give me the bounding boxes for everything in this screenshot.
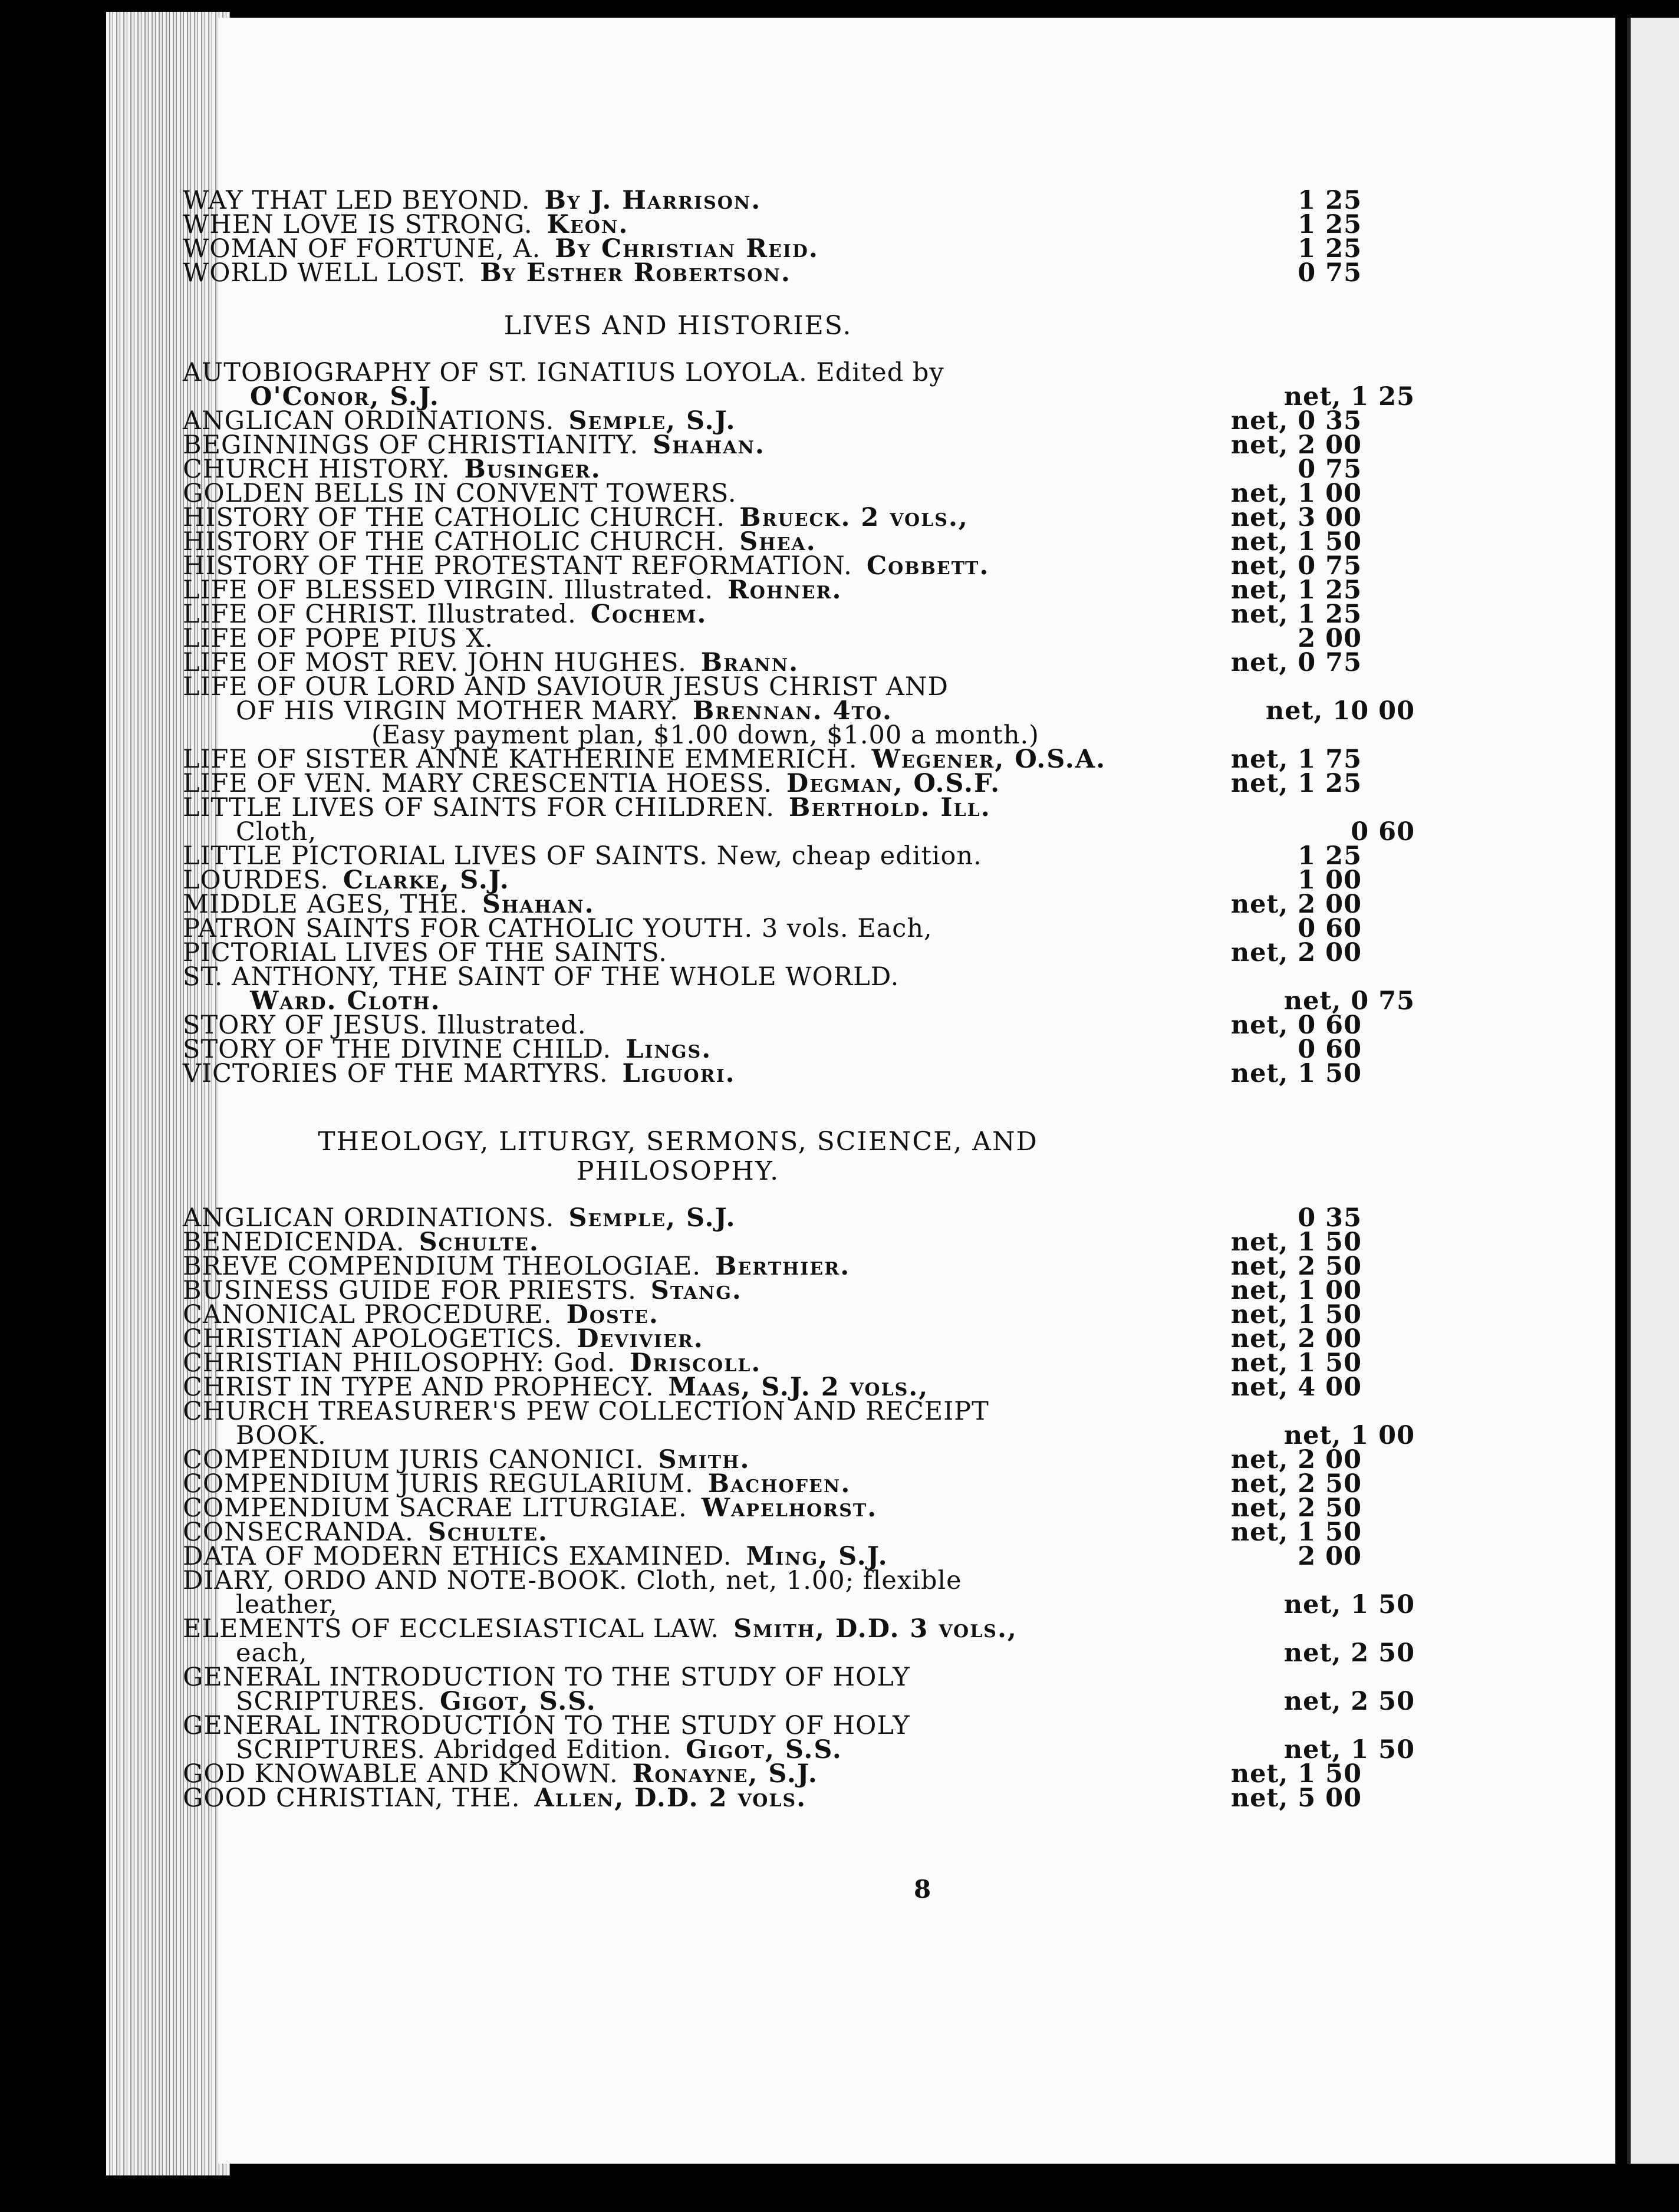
entry-price: 1 25 bbox=[1298, 186, 1362, 215]
entry-author: Berthier. bbox=[715, 1252, 851, 1281]
entry-title: LIFE OF CHRIST. Illustrated. bbox=[183, 600, 577, 629]
entry-author: Businger. bbox=[464, 455, 601, 484]
theology-heading bbox=[183, 1127, 1173, 1186]
catalog-entry bbox=[183, 406, 1362, 436]
catalog-entry bbox=[183, 1783, 1362, 1813]
entry-price: net, 0 75 bbox=[1230, 551, 1362, 581]
entry-price: net, 2 50 bbox=[1283, 1638, 1415, 1668]
entry-author: Wapelhorst. bbox=[701, 1493, 878, 1523]
entry-title: ELEMENTS OF ECCLESIASTICAL LAW. bbox=[183, 1614, 720, 1644]
catalog-entry bbox=[183, 914, 1362, 943]
entry-price: net, 2 50 bbox=[1230, 1252, 1362, 1281]
entry-price: net, 2 00 bbox=[1230, 890, 1362, 919]
catalog-entry bbox=[183, 430, 1362, 460]
catalog-entry bbox=[183, 1035, 1362, 1064]
catalog-column bbox=[183, 186, 1415, 1813]
top-entries bbox=[183, 186, 1362, 288]
theology-heading-line-2: PHILOSOPHY. bbox=[576, 1156, 780, 1186]
entry-price: net, 0 75 bbox=[1230, 648, 1362, 677]
entry-price: net, 1 50 bbox=[1230, 1300, 1362, 1329]
catalog-entry bbox=[183, 1397, 1362, 1426]
lives-entries bbox=[183, 358, 1415, 1088]
entry-author: Keon. bbox=[547, 210, 629, 239]
entry-title: PICTORIAL LIVES OF THE SAINTS. bbox=[183, 938, 667, 967]
entry-price: 0 60 bbox=[1298, 914, 1362, 943]
entry-title: LIFE OF OUR LORD AND SAVIOUR JESUS CHRIST AND bbox=[183, 672, 949, 702]
entry-price: net, 1 25 bbox=[1283, 382, 1415, 412]
entry-author: Cobbett. bbox=[866, 551, 990, 581]
entry-author: Shahan. bbox=[482, 890, 595, 919]
entry-title: LIFE OF POPE PIUS X. bbox=[183, 624, 493, 653]
entry-title: COMPENDIUM SACRAE LITURGIAE. bbox=[183, 1493, 687, 1523]
theology-entries bbox=[183, 1203, 1415, 1813]
entry-title: CHURCH TREASURER'S PEW COLLECTION AND RECEIPT bbox=[183, 1397, 989, 1426]
entry-author: O'Conor, S.J. bbox=[250, 382, 440, 412]
entry-price: net, 1 50 bbox=[1230, 527, 1362, 557]
entry-author: Stang. bbox=[650, 1276, 742, 1305]
catalog-entry bbox=[183, 648, 1362, 677]
entry-author: Rohner. bbox=[727, 575, 842, 605]
catalog-entry bbox=[183, 1542, 1362, 1571]
entry-title: CHRISTIAN PHILOSOPHY: God. bbox=[183, 1348, 616, 1378]
catalog-entry bbox=[183, 527, 1362, 557]
entry-author: Maas, S.J. 2 vols., bbox=[668, 1372, 929, 1402]
entry-title: (Easy payment plan, $1.00 down, $1.00 a month.) bbox=[371, 720, 1039, 750]
entry-title: MIDDLE AGES, THE. bbox=[183, 890, 468, 919]
page-number: 8 bbox=[914, 1875, 931, 1904]
catalog-entry bbox=[183, 1203, 1362, 1233]
entry-title: COMPENDIUM JURIS CANONICI. bbox=[183, 1445, 644, 1474]
entry-author: Gigot, S.S. bbox=[439, 1687, 597, 1716]
entry-author: Schulte. bbox=[427, 1518, 549, 1547]
catalog-entry bbox=[183, 1520, 1362, 1545]
entry-title: BENEDICENDA. bbox=[183, 1227, 405, 1257]
entry-author: Driscoll. bbox=[630, 1348, 762, 1378]
catalog-entry bbox=[183, 1276, 1362, 1305]
entry-price: net, 1 50 bbox=[1283, 1590, 1415, 1620]
catalog-entry bbox=[183, 1665, 1362, 1690]
catalog-entry bbox=[183, 1735, 1415, 1765]
catalog-entry bbox=[183, 624, 1362, 653]
catalog-entry bbox=[183, 575, 1362, 605]
entry-price: net, 0 60 bbox=[1230, 1010, 1362, 1040]
entry-author: By J. Harrison. bbox=[544, 186, 762, 215]
entry-price: net, 1 25 bbox=[1230, 575, 1362, 605]
catalog-entry bbox=[183, 382, 1415, 412]
entry-author: Shea. bbox=[739, 527, 817, 557]
entry-price: net, 1 50 bbox=[1230, 1227, 1362, 1257]
entry-author: Gigot, S.S. bbox=[686, 1735, 842, 1765]
entry-author: Lings. bbox=[625, 1035, 712, 1064]
catalog-entry bbox=[183, 938, 1362, 967]
entry-price: net, 10 00 bbox=[1265, 696, 1415, 726]
entry-title: ST. ANTHONY, THE SAINT OF THE WHOLE WORLD. bbox=[183, 962, 900, 992]
entry-title: HISTORY OF THE CATHOLIC CHURCH. bbox=[183, 527, 726, 557]
entry-price: 0 60 bbox=[1298, 1035, 1362, 1064]
entry-price: net, 2 00 bbox=[1230, 430, 1362, 460]
entry-price: net, 1 00 bbox=[1230, 1276, 1362, 1305]
entry-author: Ward. Cloth. bbox=[250, 986, 441, 1016]
entry-price: 1 00 bbox=[1298, 865, 1362, 895]
entry-price: net, 1 00 bbox=[1230, 479, 1362, 508]
entry-title: GOD KNOWABLE AND KNOWN. bbox=[183, 1759, 618, 1789]
entry-author: Ronayne, S.J. bbox=[632, 1759, 818, 1789]
entry-author: Wegener, O.S.A. bbox=[871, 745, 1107, 774]
entry-title: DATA OF MODERN ETHICS EXAMINED. bbox=[183, 1542, 732, 1571]
theology-heading-line-1: THEOLOGY, LITURGY, SERMONS, SCIENCE, AND bbox=[318, 1127, 1038, 1157]
catalog-entry bbox=[183, 1421, 1415, 1450]
catalog-entry bbox=[183, 234, 1362, 264]
entry-author: Bachofen. bbox=[707, 1469, 851, 1499]
entry-title: each, bbox=[236, 1638, 308, 1668]
entry-price: net, 3 00 bbox=[1230, 503, 1362, 532]
entry-author: Smith, D.D. 3 vols., bbox=[733, 1614, 1018, 1644]
catalog-entry bbox=[183, 457, 1362, 482]
entry-price: net, 1 50 bbox=[1283, 1735, 1415, 1765]
entry-title: STORY OF JESUS. Illustrated. bbox=[183, 1010, 587, 1040]
entry-title: LOURDES. bbox=[183, 865, 329, 895]
entry-author: Devivier. bbox=[577, 1324, 704, 1354]
entry-title: ANGLICAN ORDINATIONS. bbox=[183, 406, 555, 436]
entry-author: Schulte. bbox=[419, 1227, 539, 1257]
entry-title: COMPENDIUM JURIS REGULARIUM. bbox=[183, 1469, 694, 1499]
catalog-entry bbox=[183, 1493, 1362, 1523]
entry-title: leather, bbox=[236, 1590, 338, 1620]
entry-author: Allen, D.D. 2 vols. bbox=[534, 1783, 807, 1813]
entry-price: net, 1 75 bbox=[1230, 745, 1362, 774]
entry-price: net, 5 00 bbox=[1230, 1783, 1362, 1813]
entry-title: VICTORIES OF THE MARTYRS. bbox=[183, 1059, 608, 1088]
entry-price: 0 75 bbox=[1298, 455, 1362, 484]
entry-title: CHURCH HISTORY. bbox=[183, 455, 450, 484]
entry-title: BEGINNINGS OF CHRISTIANITY. bbox=[183, 430, 639, 460]
catalog-entry bbox=[183, 1372, 1362, 1402]
entry-author: By Esther Robertson. bbox=[480, 258, 791, 288]
entry-price: 1 25 bbox=[1298, 841, 1362, 871]
catalog-entry bbox=[183, 1252, 1362, 1281]
entry-price: net, 1 50 bbox=[1230, 1059, 1362, 1088]
entry-title: ANGLICAN ORDINATIONS. bbox=[183, 1203, 555, 1233]
entry-author: By Christian Reid. bbox=[555, 234, 819, 264]
entry-title: WHEN LOVE IS STRONG. bbox=[183, 210, 533, 239]
entry-price: net, 4 00 bbox=[1230, 1372, 1362, 1402]
entry-title: PATRON SAINTS FOR CATHOLIC YOUTH. 3 vols. Each, bbox=[183, 914, 933, 943]
entry-price: net, 1 50 bbox=[1230, 1759, 1362, 1789]
catalog-entry bbox=[183, 358, 1362, 387]
entry-price: net, 0 75 bbox=[1283, 986, 1415, 1016]
catalog-entry bbox=[183, 745, 1362, 774]
entry-price: 1 25 bbox=[1298, 210, 1362, 239]
catalog-entry bbox=[183, 865, 1362, 895]
entry-price: 2 00 bbox=[1298, 1542, 1362, 1571]
catalog-entry bbox=[183, 1227, 1362, 1257]
catalog-entry bbox=[183, 962, 1362, 992]
lives-heading: LIVES AND HISTORIES. bbox=[503, 311, 852, 341]
catalog-entry bbox=[183, 1469, 1362, 1499]
entry-price: net, 2 50 bbox=[1283, 1687, 1415, 1716]
entry-title: LIFE OF VEN. MARY CRESCENTIA HOESS. bbox=[183, 769, 772, 798]
entry-price: net, 1 25 bbox=[1230, 600, 1362, 629]
catalog-entry bbox=[183, 1759, 1362, 1789]
entry-price: 1 25 bbox=[1298, 234, 1362, 264]
entry-title: CHRIST IN TYPE AND PROPHECY. bbox=[183, 1372, 654, 1402]
entry-price: 0 60 bbox=[1351, 817, 1415, 847]
entry-author: Brennan. 4to. bbox=[692, 696, 893, 726]
catalog-entry bbox=[183, 720, 1550, 750]
entry-title: LITTLE LIVES OF SAINTS FOR CHILDREN. bbox=[183, 793, 775, 822]
entry-title: Cloth, bbox=[236, 817, 317, 847]
entry-price: net, 1 50 bbox=[1230, 1348, 1362, 1378]
entry-title: GENERAL INTRODUCTION TO THE STUDY OF HOLY bbox=[183, 1711, 910, 1740]
entry-author: Brann. bbox=[700, 648, 799, 677]
catalog-entry bbox=[183, 479, 1362, 508]
catalog-entry bbox=[183, 210, 1362, 239]
entry-price: 2 00 bbox=[1298, 624, 1362, 653]
entry-author: Brueck. 2 vols., bbox=[739, 503, 969, 532]
catalog-entry bbox=[183, 1614, 1362, 1644]
entry-title: WORLD WELL LOST. bbox=[183, 258, 466, 288]
entry-title: GOLDEN BELLS IN CONVENT TOWERS. bbox=[183, 479, 737, 508]
entry-title: HISTORY OF THE CATHOLIC CHURCH. bbox=[183, 503, 726, 532]
entry-price: net, 2 50 bbox=[1230, 1469, 1362, 1499]
entry-price: net, 1 25 bbox=[1230, 769, 1362, 798]
entry-author: Liguori. bbox=[622, 1059, 736, 1088]
catalog-entry bbox=[183, 696, 1415, 726]
entry-title: SCRIPTURES. Abridged Edition. bbox=[236, 1735, 672, 1765]
catalog-entry bbox=[183, 890, 1362, 919]
entry-title: LIFE OF MOST REV. JOHN HUGHES. bbox=[183, 648, 687, 677]
entry-title: HISTORY OF THE PROTESTANT REFORMATION. bbox=[183, 551, 852, 581]
entry-title: WAY THAT LED BEYOND. bbox=[183, 186, 531, 215]
entry-title: GENERAL INTRODUCTION TO THE STUDY OF HOLY bbox=[183, 1663, 910, 1692]
entry-title: BUSINESS GUIDE FOR PRIESTS. bbox=[183, 1276, 637, 1305]
catalog-entry bbox=[183, 1010, 1362, 1040]
catalog-entry bbox=[183, 841, 1362, 871]
entry-author: Berthold. Ill. bbox=[788, 793, 991, 822]
entry-title: GOOD CHRISTIAN, THE. bbox=[183, 1783, 521, 1813]
entry-title: OF HIS VIRGIN MOTHER MARY. bbox=[236, 696, 679, 726]
catalog-entry bbox=[183, 986, 1415, 1016]
entry-title: LIFE OF SISTER ANNE KATHERINE EMMERICH. bbox=[183, 745, 858, 774]
entry-author: Cochem. bbox=[590, 600, 707, 629]
catalog-entry bbox=[183, 793, 1362, 822]
entry-price: net, 2 00 bbox=[1230, 1445, 1362, 1474]
entry-price: net, 2 00 bbox=[1230, 938, 1362, 967]
entry-title: BOOK. bbox=[236, 1421, 327, 1450]
entry-price: net, 2 00 bbox=[1230, 1324, 1362, 1354]
entry-author: Ming, S.J. bbox=[746, 1542, 888, 1571]
catalog-entry bbox=[183, 1324, 1362, 1354]
entry-author: Shahan. bbox=[653, 430, 765, 460]
catalog-entry bbox=[183, 186, 1362, 215]
entry-author: Smith. bbox=[658, 1445, 750, 1474]
entry-title: CHRISTIAN APOLOGETICS. bbox=[183, 1324, 563, 1354]
entry-author: Doste. bbox=[566, 1300, 659, 1329]
catalog-entry bbox=[183, 672, 1362, 702]
catalog-entry bbox=[183, 503, 1362, 532]
entry-price: net, 1 00 bbox=[1283, 1421, 1415, 1450]
entry-author: Degman, O.S.F. bbox=[786, 769, 1001, 798]
entry-title: LITTLE PICTORIAL LIVES OF SAINTS. New, cheap edition. bbox=[183, 841, 982, 871]
catalog-entry bbox=[183, 258, 1362, 288]
entry-author: Semple, S.J. bbox=[568, 1203, 736, 1233]
entry-price: 0 35 bbox=[1298, 1203, 1362, 1233]
entry-title: CANONICAL PROCEDURE. bbox=[183, 1300, 552, 1329]
entry-price: net, 0 35 bbox=[1230, 406, 1362, 436]
catalog-entry bbox=[183, 1590, 1415, 1620]
catalog-entry bbox=[183, 551, 1362, 581]
catalog-entry bbox=[183, 1566, 1362, 1595]
catalog-entry bbox=[183, 1300, 1362, 1329]
entry-author: Semple, S.J. bbox=[568, 406, 736, 436]
catalog-entry bbox=[183, 1711, 1362, 1740]
catalog-entry bbox=[183, 1348, 1362, 1378]
entry-title: SCRIPTURES. bbox=[236, 1687, 426, 1716]
entry-title: CONSECRANDA. bbox=[183, 1518, 414, 1547]
entry-price: net, 2 50 bbox=[1230, 1493, 1362, 1523]
catalog-entry bbox=[183, 1687, 1415, 1716]
catalog-entry bbox=[183, 1059, 1362, 1088]
facing-page-edge bbox=[1627, 18, 1679, 2164]
entry-price: 0 75 bbox=[1298, 258, 1362, 288]
catalog-entry bbox=[183, 1445, 1362, 1474]
entry-title: AUTOBIOGRAPHY OF ST. IGNATIUS LOYOLA. Edited by bbox=[183, 358, 944, 387]
catalog-entry bbox=[183, 1638, 1415, 1668]
catalog-entry bbox=[183, 769, 1362, 798]
entry-title: WOMAN OF FORTUNE, A. bbox=[183, 234, 541, 264]
entry-title: DIARY, ORDO AND NOTE-BOOK. Cloth, net, 1.00; flexible bbox=[183, 1566, 962, 1595]
entry-author: Clarke, S.J. bbox=[343, 865, 510, 895]
entry-title: LIFE OF BLESSED VIRGIN. Illustrated. bbox=[183, 575, 714, 605]
catalog-entry bbox=[183, 817, 1415, 847]
entry-title: STORY OF THE DIVINE CHILD. bbox=[183, 1035, 612, 1064]
entry-title: BREVE COMPENDIUM THEOLOGIAE. bbox=[183, 1252, 702, 1281]
catalog-entry bbox=[183, 600, 1362, 629]
entry-price: net, 1 50 bbox=[1230, 1518, 1362, 1547]
